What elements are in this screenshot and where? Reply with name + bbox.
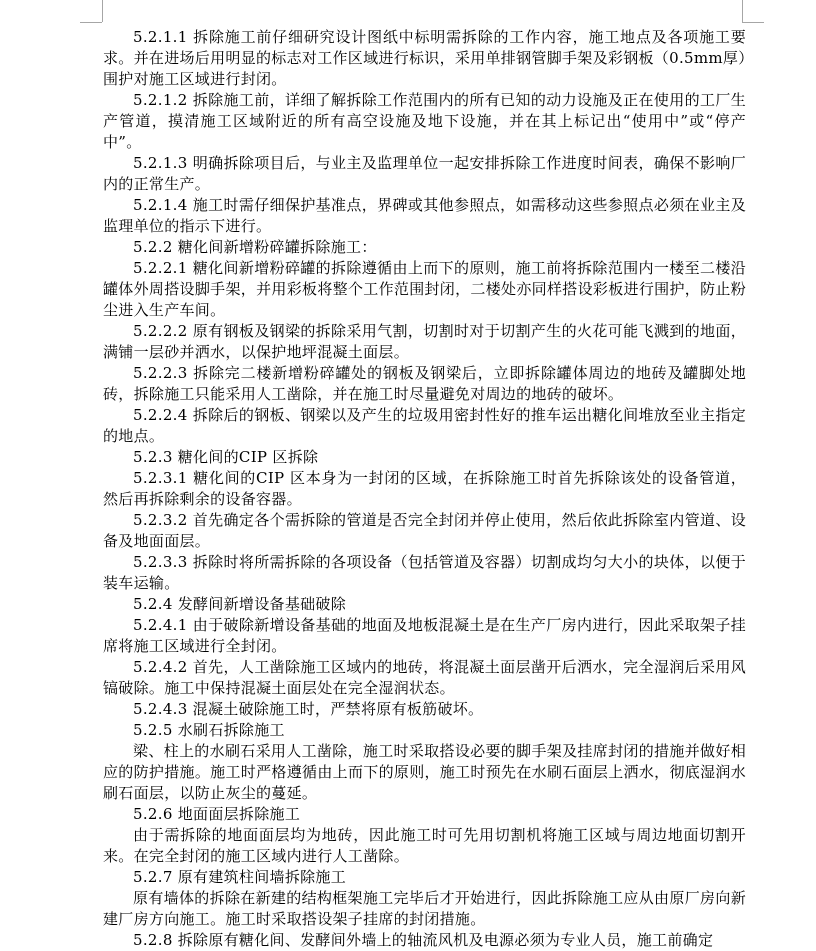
section-heading: 5.2.3 糖化间的CIP 区拆除	[133, 448, 319, 466]
paragraph: 5.2.4.3 混凝土破除施工时，严禁将原有板筋破坏。	[133, 700, 484, 718]
document-body	[103, 27, 746, 951]
paragraph: 5.2.2.3 拆除完二楼新增粉碎罐处的钢板及钢梁后，立即拆除罐体周边的地砖及罐脚处地砖，拆除施工只能采用人工凿除，并在施工时尽量避免对周边的地砖的破坏。	[103, 364, 746, 403]
paragraph: 5.2.1.2 拆除施工前，详细了解拆除工作范围内的所有已知的动力设施及正在使用的工厂生产管道，摸清施工区域附近的所有高空设施及地下设施，并在其上标记出“使用中”或“停产中”。	[103, 91, 746, 151]
section-heading: 5.2.2 糖化间新增粉碎罐拆除施工：	[133, 238, 377, 256]
page-corner-mark-top-right	[742, 22, 764, 23]
paragraph: 5.2.4.1 由于破除新增设备基础的地面及地板混凝土是在生产厂房内进行，因此采取架子挂席将施工区域进行全封闭。	[103, 616, 746, 655]
page-corner-mark-top-left	[102, 0, 103, 22]
paragraph: 5.2.2.1 糖化间新增粉碎罐的拆除遵循由上而下的原则，施工前将拆除范围内一楼至二楼沿罐体外周搭设脚手架，并用彩板将整个工作范围封闭，二楼处亦同样搭设彩板进行围护，防止粉尘进入生产车间。	[103, 259, 746, 319]
paragraph: 5.2.3.2 首先确定各个需拆除的管道是否完全封闭并停止使用，然后依此拆除室内管道、设备及地面面层。	[103, 511, 746, 550]
paragraph: 5.2.8 拆除原有糖化间、发酵间外墙上的轴流风机及电源必须为专业人员，施工前确定	[133, 931, 714, 949]
paragraph: 5.2.4.2 首先，人工凿除施工区域内的地砖，将混凝土面层凿开后洒水，完全湿润后采用风镐破除。施工中保持混凝土面层处在完全湿润状态。	[103, 658, 746, 697]
paragraph: 5.2.3.1 糖化间的CIP 区本身为一封闭的区域，在拆除施工时首先拆除该处的设备管道，然后再拆除剩余的设备容器。	[103, 469, 746, 508]
paragraph: 梁、柱上的水刷石采用人工凿除，施工时采取搭设必要的脚手架及挂席封闭的措施并做好相应的防护措施。施工时严格遵循由上而下的原则，施工时预先在水刷石面层上洒水，彻底湿润水刷石面层，以防止灰尘的蔓延。	[103, 742, 746, 802]
section-heading: 5.2.7 原有建筑柱间墙拆除施工	[133, 868, 347, 886]
paragraph: 5.2.1.1 拆除施工前仔细研究设计图纸中标明需拆除的工作内容，施工地点及各项施工要求。并在进场后用明显的标志对工作区域进行标识，采用单排钢管脚手架及彩钢板（0.5mm厚）围护对施工区域进行封闭。	[103, 28, 747, 88]
paragraph: 5.2.3.3 拆除时将所需拆除的各项设备（包括管道及容器）切割成均匀大小的块体，以便于装车运输。	[103, 553, 746, 592]
paragraph: 5.2.2.2 原有钢板及钢梁的拆除采用气割，切割时对于切割产生的火花可能飞溅到的地面，满铺一层砂并洒水，以保护地坪混凝土面层。	[103, 322, 746, 361]
section-heading: 5.2.5 水刷石拆除施工	[133, 721, 285, 739]
section-heading: 5.2.6 地面面层拆除施工	[133, 805, 301, 823]
section-heading: 5.2.4 发酵间新增设备基础破除	[133, 595, 347, 613]
paragraph: 原有墙体的拆除在新建的结构框架施工完毕后才开始进行，因此拆除施工应从由原厂房向新建厂房方向施工。施工时采取搭设架子挂席的封闭措施。	[103, 889, 746, 928]
page-corner-mark-top-left	[80, 22, 102, 23]
page-corner-mark-top-right	[742, 0, 743, 22]
paragraph: 5.2.1.4 施工时需仔细保护基准点，界碑或其他参照点，如需移动这些参照点必须在业主及监理单位的指示下进行。	[103, 196, 746, 235]
paragraph: 5.2.2.4 拆除后的钢板、钢梁以及产生的垃圾用密封性好的推车运出糖化间堆放至业主指定的地点。	[103, 406, 746, 445]
paragraph: 5.2.1.3 明确拆除项目后，与业主及监理单位一起安排拆除工作进度时间表，确保不影响厂内的正常生产。	[103, 154, 746, 193]
paragraph: 由于需拆除的地面面层均为地砖，因此施工时可先用切割机将施工区域与周边地面切割开来。在完全封闭的施工区域内进行人工凿除。	[103, 826, 746, 865]
